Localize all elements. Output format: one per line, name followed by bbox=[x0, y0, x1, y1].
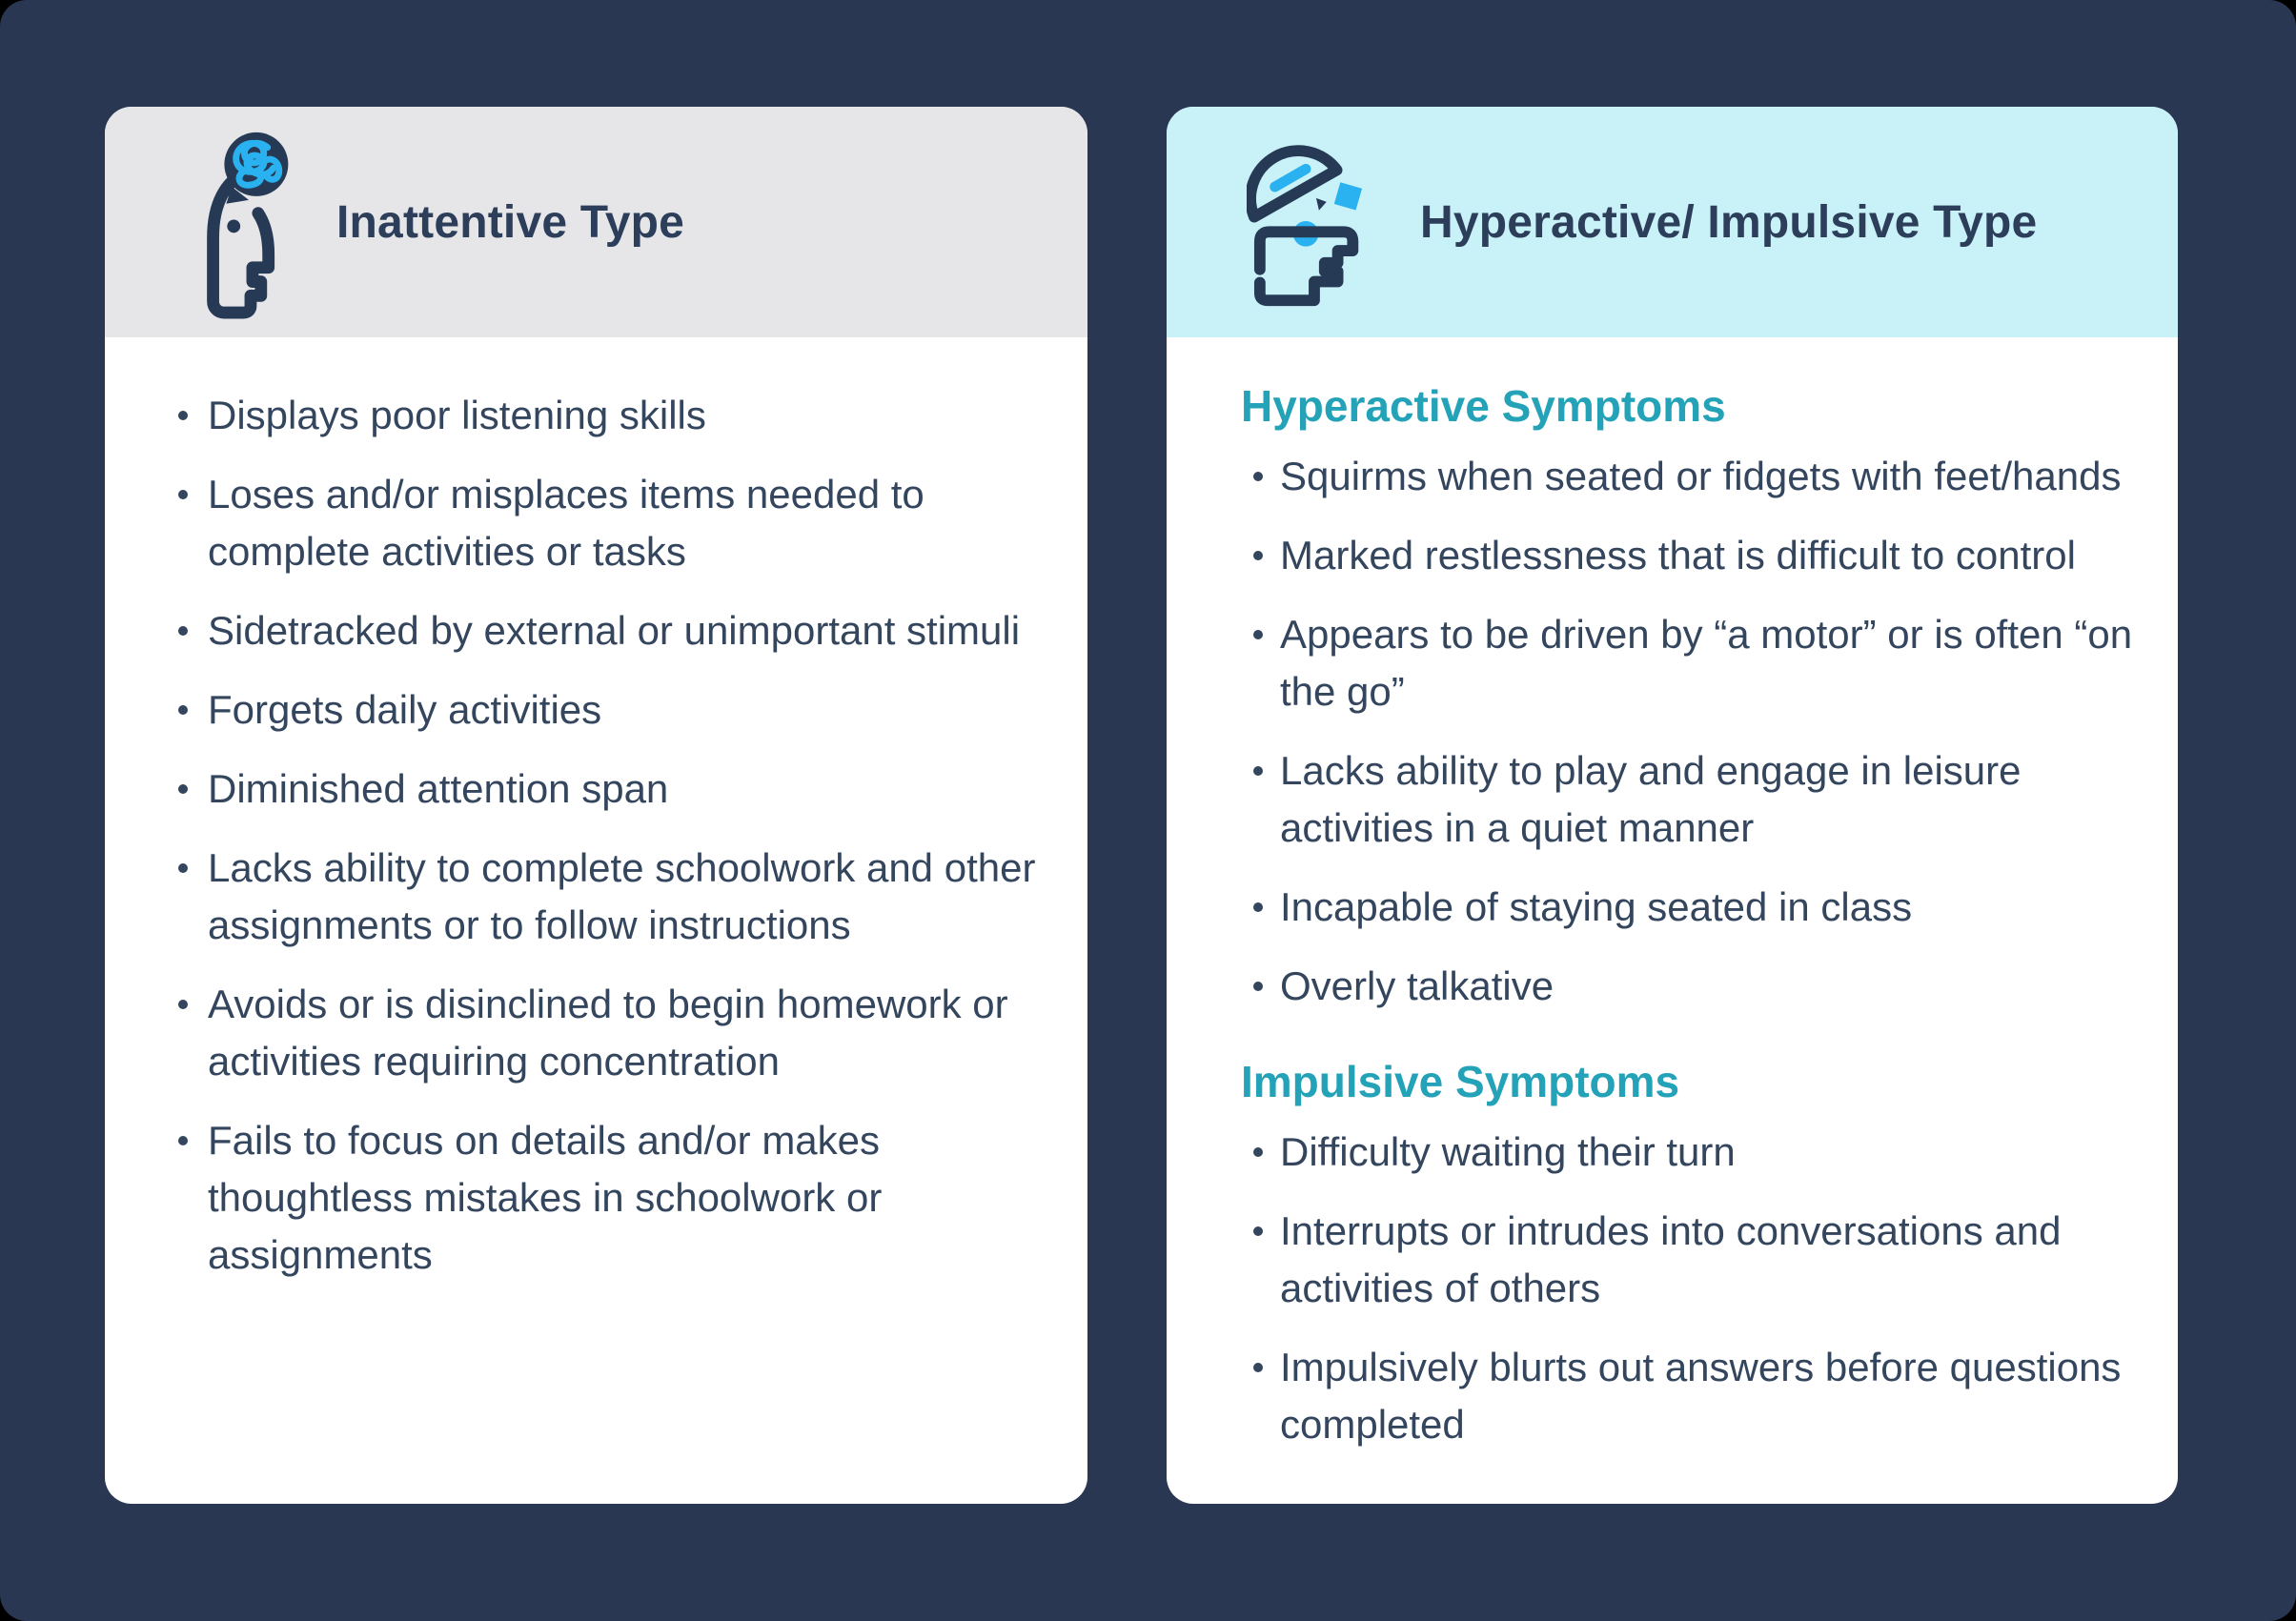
symptom-section bbox=[1241, 1053, 2140, 1453]
card-inattentive-type bbox=[105, 107, 1087, 1504]
symptom-item: Sidetracked by external or unimportant stimuli bbox=[176, 602, 1049, 659]
section-heading: Impulsive Symptoms bbox=[1241, 1057, 1680, 1106]
symptom-item: Incapable of staying seated in class bbox=[1251, 879, 2140, 936]
symptom-list bbox=[176, 387, 1049, 1284]
symptom-item: Avoids or is disinclined to begin homework or activities requiring concentration bbox=[176, 976, 1049, 1090]
card-header bbox=[1167, 107, 2178, 337]
section-heading: Hyperactive Symptoms bbox=[1241, 381, 1726, 431]
open-head-ideas-icon bbox=[1247, 131, 1378, 314]
symptom-item: Difficulty waiting their turn bbox=[1251, 1124, 2140, 1181]
symptom-item: Lacks ability to complete schoolwork and other assignments or to follow instructions bbox=[176, 840, 1049, 954]
symptom-item: Displays poor listening skills bbox=[176, 387, 1049, 444]
symptom-item: Overly talkative bbox=[1251, 958, 2140, 1015]
card-title: Inattentive Type bbox=[336, 196, 685, 248]
symptom-list bbox=[1251, 448, 2140, 1015]
symptom-item: Interrupts or intrudes into conversations and activities of others bbox=[1251, 1203, 2140, 1317]
symptom-section bbox=[1241, 377, 2140, 1015]
card-body bbox=[1167, 337, 2178, 1453]
card-header bbox=[105, 107, 1087, 337]
symptom-item: Impulsively blurts out answers before questions completed bbox=[1251, 1339, 2140, 1453]
symptom-item: Forgets daily activities bbox=[176, 681, 1049, 739]
symptom-section bbox=[176, 387, 1049, 1284]
symptom-list bbox=[1251, 1124, 2140, 1453]
symptom-item: Loses and/or misplaces items needed to complete activities or tasks bbox=[176, 466, 1049, 580]
symptom-item: Marked restlessness that is difficult to control bbox=[1251, 527, 2140, 584]
card-body bbox=[105, 337, 1087, 1284]
card-title: Hyperactive/ Impulsive Type bbox=[1420, 196, 2038, 248]
card-hyperactive-impulsive-type bbox=[1167, 107, 2178, 1504]
symptom-item: Lacks ability to play and engage in leisure activities in a quiet manner bbox=[1251, 742, 2140, 857]
symptom-item: Fails to focus on details and/or makes thoughtless mistakes in schoolwork or assignments bbox=[176, 1112, 1049, 1284]
tangled-thoughts-head-icon bbox=[185, 121, 312, 323]
symptom-item: Appears to be driven by “a motor” or is often “on the go” bbox=[1251, 606, 2140, 720]
symptom-item: Diminished attention span bbox=[176, 760, 1049, 818]
symptom-item: Squirms when seated or fidgets with feet/hands bbox=[1251, 448, 2140, 505]
